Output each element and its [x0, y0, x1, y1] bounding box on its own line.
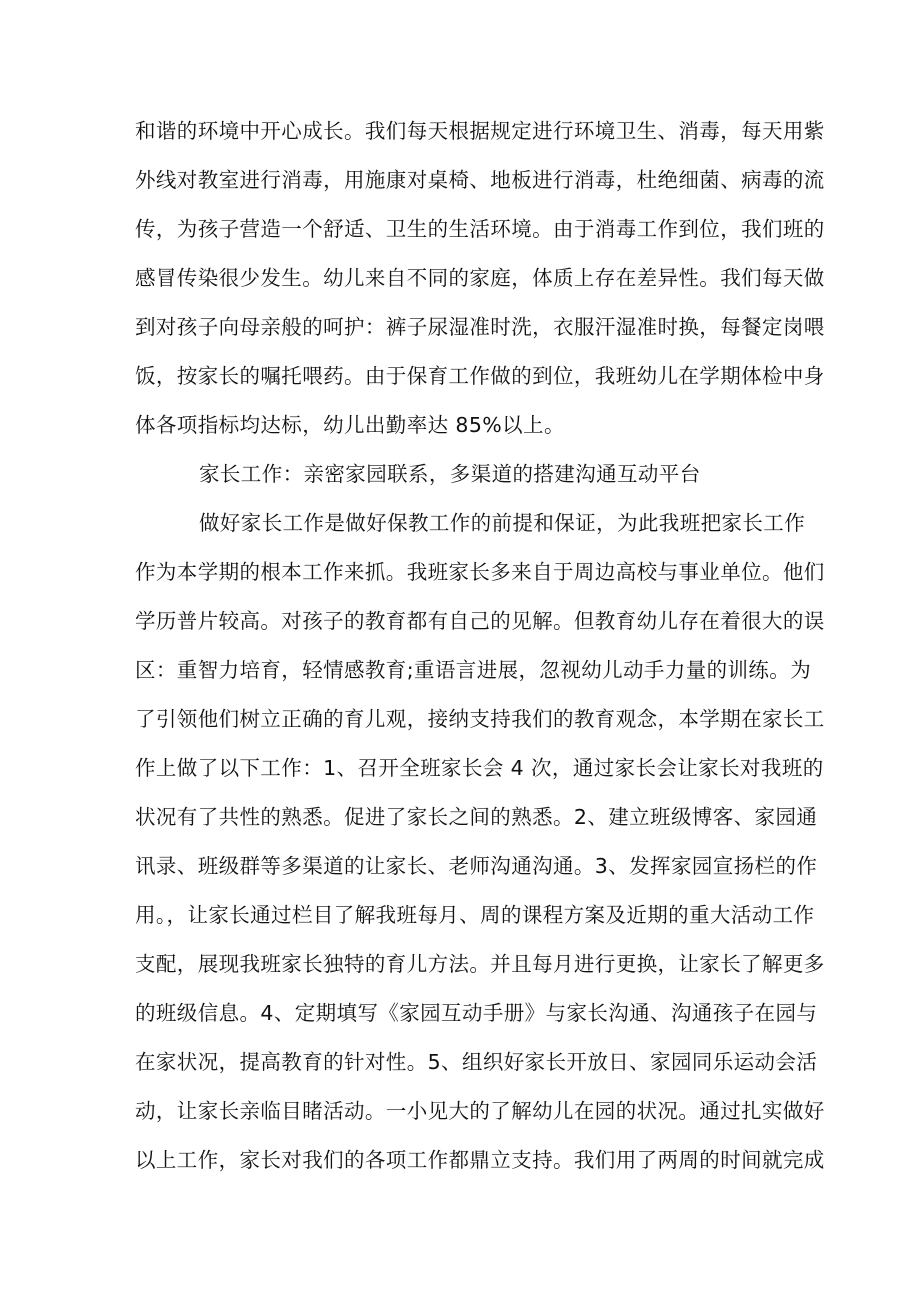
paragraph-line: 和谐的环境中开心成长。我们每天根据规定进行环境卫生、消毒，每天用紫 [135, 119, 825, 143]
paragraph-line: 外线对教室进行消毒，用施康对桌椅、地板进行消毒，杜绝细菌、病毒的流 [135, 168, 825, 192]
paragraph-line: 支配，展现我班家长独特的育儿方法。并且每月进行更换，让家长了解更多 [135, 952, 825, 976]
paragraph-line: 作为本学期的根本工作来抓。我班家长多来自于周边高校与事业单位。他们 [135, 560, 825, 584]
paragraph-line: 用。，让家长通过栏目了解我班每月、周的课程方案及近期的重大活动工作 [135, 903, 815, 927]
paragraph-line: 传，为孩子营造一个舒适、卫生的生活环境。由于消毒工作到位，我们班的 [135, 217, 825, 241]
paragraph-line: 在家状况，提高教育的针对性。5、组织好家长开放日、家园同乐运动会活 [135, 1050, 818, 1074]
paragraph-line: 作上做了以下工作：1、召开全班家长会 4 次，通过家长会让家长对我班的 [135, 756, 824, 780]
paragraph-line: 以上工作，家长对我们的各项工作都鼎立支持。我们用了两周的时间就完成 [135, 1148, 825, 1172]
paragraph-line: 讯录、班级群等多渠道的让家长、老师沟通沟通。3、发挥家园宣扬栏的作 [135, 854, 818, 878]
section-heading: 家长工作：亲密家园联系，多渠道的搭建沟通互动平台 [199, 462, 701, 486]
paragraph-line: 区：重智力培育，轻情感教育;重语言进展，忽视幼儿动手力量的训练。为 [135, 658, 812, 682]
paragraph-line: 状况有了共性的熟悉。促进了家长之间的熟悉。2、建立班级博客、家园通 [135, 805, 818, 829]
paragraph-line: 了引领他们树立正确的育儿观，接纳支持我们的教育观念，本学期在家长工 [135, 707, 825, 731]
paragraph-line-indented: 做好家长工作是做好保教工作的前提和保证，为此我班把家长工作 [199, 511, 806, 535]
paragraph-line: 感冒传染很少发生。幼儿来自不同的家庭，体质上存在差异性。我们每天做 [135, 266, 825, 290]
paragraph-line: 饭，按家长的嘱托喂药。由于保育工作做的到位，我班幼儿在学期体检中身 [135, 364, 825, 388]
paragraph-line: 到对孩子向母亲般的呵护：裤子尿湿准时洗，衣服汗湿准时换，每餐定岗喂 [135, 315, 825, 339]
paragraph-line-last: 体各项指标均达标，幼儿出勤率达 85%以上。 [135, 413, 565, 437]
paragraph-line: 动，让家长亲临目睹活动。一小见大的了解幼儿在园的状况。通过扎实做好 [135, 1099, 825, 1123]
paragraph-line: 学历普片较高。对孩子的教育都有自己的见解。但教育幼儿存在着很大的误 [135, 609, 825, 633]
paragraph-line: 的班级信息。4、定期填写《家园互动手册》与家长沟通、沟通孩子在园与 [135, 1001, 818, 1025]
